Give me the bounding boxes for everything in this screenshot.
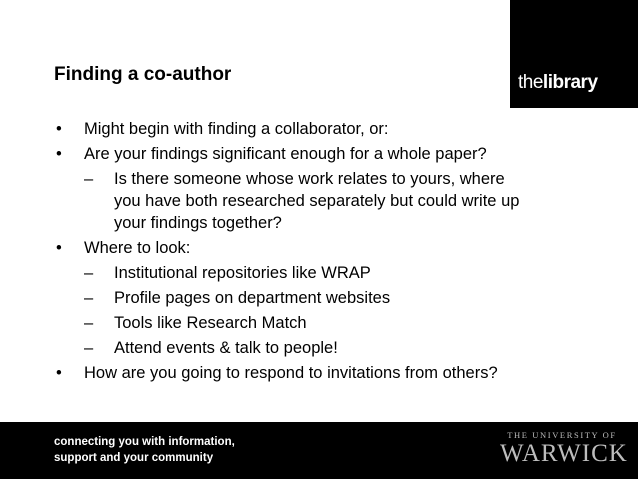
sub-bullet-marker: – <box>84 314 94 332</box>
sub-bullet-marker: – <box>84 264 94 282</box>
library-logo-text <box>518 72 598 94</box>
footer-tagline <box>54 434 235 466</box>
bullet-item <box>54 362 524 384</box>
bullet-item <box>54 143 524 165</box>
sub-bullet-marker: – <box>84 339 94 357</box>
footer-band <box>0 422 638 479</box>
bullet-marker: • <box>56 239 62 257</box>
sub-bullet-item <box>54 262 524 284</box>
library-logo <box>510 0 638 108</box>
sub-bullet-text: Institutional repositories like WRAP <box>114 264 371 282</box>
bullet-marker: • <box>56 145 62 163</box>
sub-bullet-marker: – <box>84 170 94 188</box>
sub-bullet-item <box>54 337 524 359</box>
sub-bullet-text: Tools like Research Match <box>114 314 307 332</box>
sub-bullet-item <box>54 312 524 334</box>
warwick-logo-small-text: THE UNIVERSITY OF <box>507 430 617 440</box>
bullet-item <box>54 118 524 140</box>
bullet-text: Are your findings significant enough for a whole paper? <box>84 145 487 163</box>
warwick-logo-name: WARWICK <box>500 440 628 467</box>
sub-bullet-text: Attend events & talk to people! <box>114 339 338 357</box>
sub-bullet-marker: – <box>84 289 94 307</box>
sub-bullet-item <box>54 168 524 234</box>
bullet-marker: • <box>56 120 62 138</box>
bullet-list <box>54 118 524 387</box>
library-logo-name: library <box>542 72 598 93</box>
sub-bullet-text: Profile pages on department websites <box>114 289 391 307</box>
bullet-text: Might begin with finding a collaborator, or: <box>84 120 389 138</box>
footer-tagline-line-1: connecting you with information, <box>54 436 235 448</box>
sub-bullet-item <box>54 287 524 309</box>
bullet-text: Where to look: <box>84 239 191 257</box>
bullet-text: How are you going to respond to invitations from others? <box>84 364 498 382</box>
warwick-logo <box>500 430 628 468</box>
library-logo-prefix: the <box>518 72 543 93</box>
bullet-item <box>54 237 524 259</box>
sub-bullet-text: Is there someone whose work relates to yours, where you have both researched separately but could write up your findings together? <box>114 170 520 232</box>
slide-title: Finding a co-author <box>54 64 232 85</box>
bullet-marker: • <box>56 364 62 382</box>
footer-tagline-line-2: support and your community <box>54 452 214 464</box>
